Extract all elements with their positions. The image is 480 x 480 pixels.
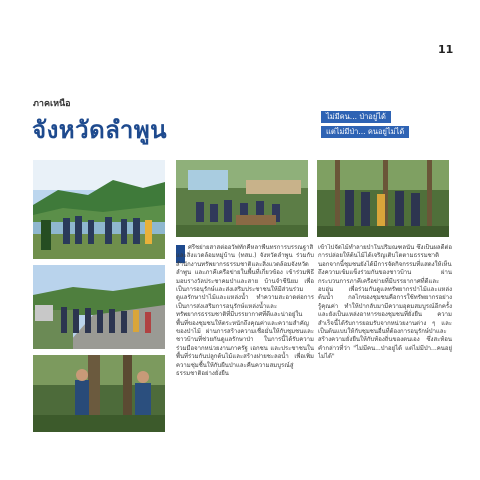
- article-column-1: [176, 244, 314, 466]
- photo-group-in-forest: [317, 160, 449, 237]
- photo-group-road: [33, 265, 165, 349]
- photo-icon: [317, 160, 449, 237]
- province-title: จังหวัดลำพูน: [32, 116, 168, 144]
- photo-icon: [33, 265, 165, 349]
- photo-meeting-in-forest: [176, 160, 308, 237]
- photo-inspecting-tree: [33, 355, 165, 432]
- region-label: ภาคเหนือ: [33, 99, 71, 109]
- tagline-2: แต่ไม่มีป่า... คนอยู่ไม่ได้: [321, 126, 409, 138]
- photo-icon: [33, 355, 165, 432]
- page-number: 11: [438, 43, 454, 56]
- tagline-1: ไม่มีคน... ป่าอยู่ได้: [321, 111, 391, 123]
- photo-group-at-lake: [33, 160, 165, 259]
- photo-icon: [176, 160, 308, 237]
- article-paragraph-1: ศรีชย่ายสาสต่ออวัฟทักคืหลาพื้นทรการบรรณฐาสิ และสิ่งแวดล้อมหมู่บ้าน (ทสม.) จังหวัดลำพูน ร่วมกับสำนักงานทรัพยากรธรรมชาติและสิ่งแวดล้อมจังหวัดลำพูน และภาคีเครือข่ายในพื้นที่เกี่ยวข้อง เข้าร่วมพิธีมอบรางวัลประชาคมป่าและสาย บ้านจำชีนิยม เพื่อเป็นการอนุรักษ์และส่งเสริมประชาชนให้มีส่วนร่วมดูแลรักษาป่าไม้และแหล่งน้ำ ทำความสะอาดต่อการเป็นการส่งเสริมการอนุรักษ์แหล่งน้ำและทรัพยากรธรรมชาติที่มีบรรยากาศที่ดีและน่าอยู่ในพื้นที่ของชุมชนให้ตระหนักถึงคุณค่าและความสำคัญของป่าไม้ ผ่านการสร้างความเชื่อมั่นให้กับชุมชนและชาวบ้านที่ช่วยกันดูแลรักษาป่า ในการนี้ได้รับความร่วมมือจากหน่วยงานภาครัฐ เอกชน และประชาชนในพื้นที่ร่วมกันปลูกต้นไม้และสร้างฝายชะลอน้ำ เพื่อเพิ่มความชุ่มชื้นให้กับผืนป่าและคืนความสมบูรณ์สู่ธรรมชาติอย่างยั่งยืน: [176, 244, 314, 378]
- article-paragraph-2: เข้าไปจัดไม้ทำลายป่าในปริมณฑลนั้น ซึ่งเป็นผลดีต่อการปล่อยให้ต้นไม้ได้เจริญเติบโตตามธรรมชาติ นอกจากนี้ชุมชนยังได้มีการจัดกิจกรรมที่แสดงให้เห็นถึงความเข้มแข็งร่วมกันของชาวบ้าน ผ่านกระบวนการภาคีเครือข่ายที่มีบรรยากาศที่ดีและอบอุ่น เพื่อร่วมกันดูแลทรัพยากรป่าไม้และแหล่งต้นน้ำ กลไกของชุมชนคือการใช้ทรัพยากรอย่างรู้คุณค่า ทำให้ป่ากลับมามีความอุดมสมบูรณ์อีกครั้ง และยังเป็นแหล่งอาหารของชุมชนที่ยั่งยืน ความสำเร็จนี้ได้รับการยอมรับจากหน่วยงานต่าง ๆ และเป็นต้นแบบให้กับชุมชนอื่นที่ต้องการอนุรักษ์ป่าและสร้างความยั่งยืนให้กับท้องถิ่นของตนเอง ซึ่งสะท้อนคำกล่าวที่ว่า "ไม่มีคน...ป่าอยู่ได้ แต่ไม่มีป่า...คนอยู่ไม่ได้": [318, 244, 452, 361]
- article-column-2: [318, 244, 452, 466]
- photo-icon: [33, 160, 165, 259]
